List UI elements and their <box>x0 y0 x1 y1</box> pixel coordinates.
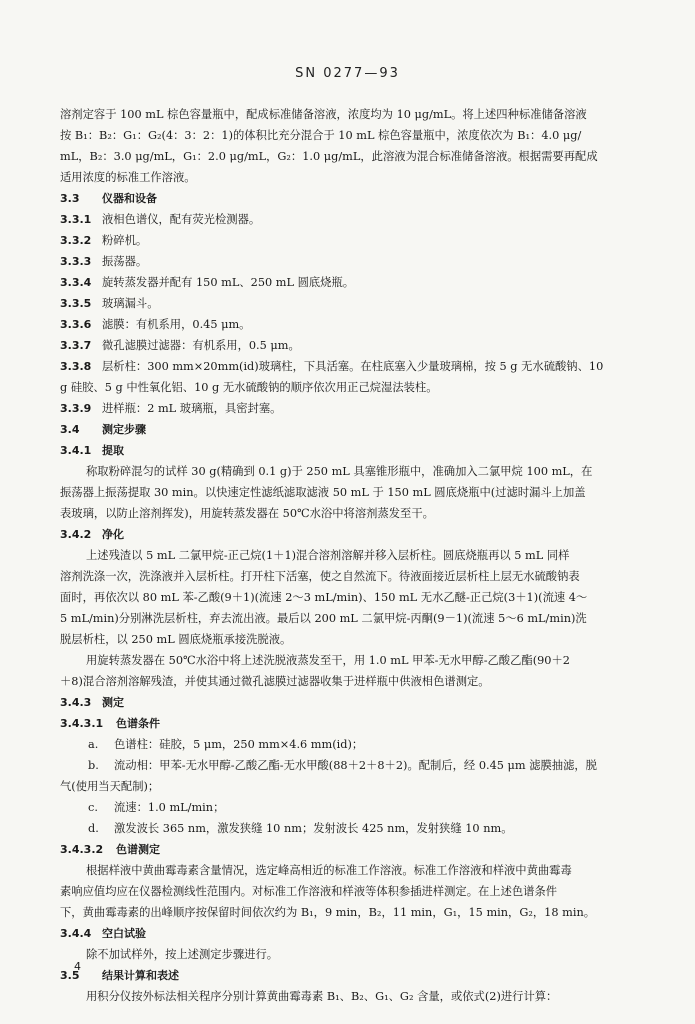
text-line: 面时，再依次以 80 mL 苯-乙酸(9＋1)(流速 2～3 mL/min)、150 mL 无水乙醚-正己烷(3＋1)(流速 4～ <box>60 591 588 604</box>
section-title: 空白试验 <box>102 927 146 940</box>
text-line: 气(使用当天配制)； <box>60 780 160 793</box>
equipment-item <box>60 251 648 272</box>
condition-item <box>60 755 648 776</box>
text-line: 溶剂洗涤一次，洗涤液并入层析柱。打开柱下活塞，使之自然流下。待液面接近层析柱上层无水硫酸钠表 <box>60 570 580 583</box>
section-heading-3-4 <box>60 419 648 440</box>
text-line: 脱层析柱，以 250 mL 圆底烧瓶承接洗脱液。 <box>60 633 292 646</box>
condition-item <box>60 818 648 839</box>
section-title: 结果计算和表述 <box>102 969 179 982</box>
section-number: 3.3 <box>60 192 80 205</box>
text-line: 除不加试样外，按上述测定步骤进行。 <box>86 948 279 961</box>
section-title: 色谱测定 <box>116 843 160 856</box>
item-text: 流速：1.0 mL/min； <box>114 801 225 814</box>
text-line: ＋8)混合溶剂溶解残渣，并使其通过微孔滤膜过滤器收集于进样瓶中供液相色谱测定。 <box>60 675 490 688</box>
equipment-item <box>60 398 648 419</box>
item-number: 3.3.1 <box>60 213 92 226</box>
section-heading-3-5 <box>60 965 648 986</box>
section-number: 3.4.1 <box>60 444 92 457</box>
section-title: 色谱条件 <box>116 717 160 730</box>
section-number: 3.4 <box>60 423 80 436</box>
text-line: 溶剂定容于 100 mL 棕色容量瓶中，配成标准储备溶液，浓度均为 10 μg/mL。将上述四种标准储备溶液 <box>60 108 587 121</box>
text-line: 5 mL/min)分别淋洗层析柱，弃去流出液。最后以 200 mL 二氯甲烷-丙酮(9－1)(流速 5～6 mL/min)洗 <box>60 612 587 625</box>
item-number: 3.3.3 <box>60 255 92 268</box>
condition-item <box>60 797 648 818</box>
item-text: 玻璃漏斗。 <box>102 297 159 310</box>
equipment-item <box>60 335 648 356</box>
item-number: 3.3.6 <box>60 318 92 331</box>
text-line: 素响应值均应在仪器检测线性范围内。对标准工作溶液和样液等体积参插进样测定。在上述色谱条件 <box>60 885 558 898</box>
section-number: 3.4.3 <box>60 696 92 709</box>
item-label: c. <box>88 801 98 814</box>
section-title: 仪器和设备 <box>102 192 157 205</box>
item-text: 流动相：甲苯-无水甲醇-乙酸乙酯-无水甲酸(88＋2＋8＋2)。配制后，经 0.45 μm 滤膜抽滤，脱 <box>114 759 597 772</box>
section-heading-3-4-3 <box>60 692 648 713</box>
text-line: 按 B₁：B₂：G₁：G₂(4：3：2：1)的体积比充分混合于 10 mL 棕色容量瓶中，浓度依次为 B₁：4.0 μg/ <box>60 129 582 142</box>
item-number: 3.3.2 <box>60 234 92 247</box>
equipment-item <box>60 209 648 230</box>
text-line: mL，B₂：3.0 μg/mL，G₁：2.0 μg/mL，G₂：1.0 μg/mL，此溶液为混合标准储备溶液。根据需要再配成 <box>60 150 598 163</box>
section-title: 测定步骤 <box>102 423 146 436</box>
section-heading-3-4-1 <box>60 440 648 461</box>
section-heading-3-3 <box>60 188 648 209</box>
section-title: 提取 <box>102 444 124 457</box>
section-number: 3.5 <box>60 969 80 982</box>
section-heading-3-4-3-2 <box>60 839 648 860</box>
item-number: 3.3.4 <box>60 276 92 289</box>
text-line: 振荡器上振荡提取 30 min。以快速定性滤纸滤取滤液 50 mL 于 150 mL 圆底烧瓶中(过滤时漏斗上加盖 <box>60 486 586 499</box>
text-line: 称取粉碎混匀的试样 30 g(精确到 0.1 g)于 250 mL 具塞锥形瓶中，准确加入二氯甲烷 100 mL，在 <box>86 465 593 478</box>
page-number: 4 <box>74 960 81 973</box>
doc-header: SN 0277—93 <box>295 66 400 81</box>
equipment-item <box>60 272 648 293</box>
section-heading-3-4-3-1 <box>60 713 648 734</box>
item-number: 3.3.7 <box>60 339 92 352</box>
equipment-item <box>60 230 648 251</box>
section-title: 净化 <box>102 528 124 541</box>
equipment-item <box>60 293 648 314</box>
text-line: 适用浓度的标准工作溶液。 <box>60 171 196 184</box>
item-text: 液相色谱仪，配有荧光检测器。 <box>102 213 261 226</box>
condition-item <box>60 734 648 755</box>
section-heading-3-4-2 <box>60 524 648 545</box>
item-label: d. <box>88 822 99 835</box>
item-text: 色谱柱：硅胶，5 μm，250 mm×4.6 mm(id)； <box>114 738 364 751</box>
section-title: 测定 <box>102 696 124 709</box>
item-text: 激发波长 365 nm，激发狭缝 10 nm；发射波长 425 nm，发射狭缝 10 nm。 <box>114 822 513 835</box>
text-line: 下，黄曲霉毒素的出峰顺序按保留时间依次约为 B₁，9 min，B₂，11 min，G₁，15 min，G₂，18 min。 <box>60 906 596 919</box>
item-text: 粉碎机。 <box>102 234 148 247</box>
item-number: 3.3.9 <box>60 402 92 415</box>
section-number: 3.4.4 <box>60 927 92 940</box>
item-text: 振荡器。 <box>102 255 148 268</box>
item-label: b. <box>88 759 99 772</box>
section-heading-3-4-4 <box>60 923 648 944</box>
equipment-item <box>60 356 648 377</box>
item-text: 层析柱：300 mm×20mm(id)玻璃柱，下具活塞。在柱底塞入少量玻璃棉，按 5 g 无水硫酸钠、10 <box>102 360 604 373</box>
section-number: 3.4.3.2 <box>60 843 104 856</box>
text-line: g 硅胶、5 g 中性氧化铝、10 g 无水硫酸钠的顺序依次用正己烷湿法装柱。 <box>60 381 438 394</box>
equipment-item <box>60 314 648 335</box>
item-label: a. <box>88 738 99 751</box>
item-number: 3.3.5 <box>60 297 92 310</box>
text-line: 用积分仪按外标法相关程序分别计算黄曲霉毒素 B₁、B₂、G₁、G₂ 含量，或依式(2)进行计算： <box>86 990 558 1003</box>
item-text: 滤膜：有机系用，0.45 μm。 <box>102 318 251 331</box>
item-text: 微孔滤膜过滤器：有机系用，0.5 μm。 <box>102 339 300 352</box>
item-text: 进样瓶：2 mL 玻璃瓶，具密封塞。 <box>102 402 282 415</box>
text-line: 上述残渣以 5 mL 二氯甲烷-正己烷(1＋1)混合溶剂溶解并移入层析柱。圆底烧瓶再以 5 mL 同样 <box>86 549 570 562</box>
text-line: 表玻璃，以防止溶剂挥发)，用旋转蒸发器在 50℃水浴中将溶剂蒸发至干。 <box>60 507 434 520</box>
item-text: 旋转蒸发器并配有 150 mL、250 mL 圆底烧瓶。 <box>102 276 355 289</box>
text-line: 根据样液中黄曲霉毒素含量情况，选定峰高相近的标准工作溶液。标准工作溶液和样液中黄曲霉毒 <box>86 864 572 877</box>
section-number: 3.4.3.1 <box>60 717 104 730</box>
item-number: 3.3.8 <box>60 360 92 373</box>
section-number: 3.4.2 <box>60 528 92 541</box>
document-body <box>60 104 648 1007</box>
text-line: 用旋转蒸发器在 50℃水浴中将上述洗脱液蒸发至干，用 1.0 mL 甲苯-无水甲醇-乙酸乙酯(90＋2 <box>86 654 570 667</box>
